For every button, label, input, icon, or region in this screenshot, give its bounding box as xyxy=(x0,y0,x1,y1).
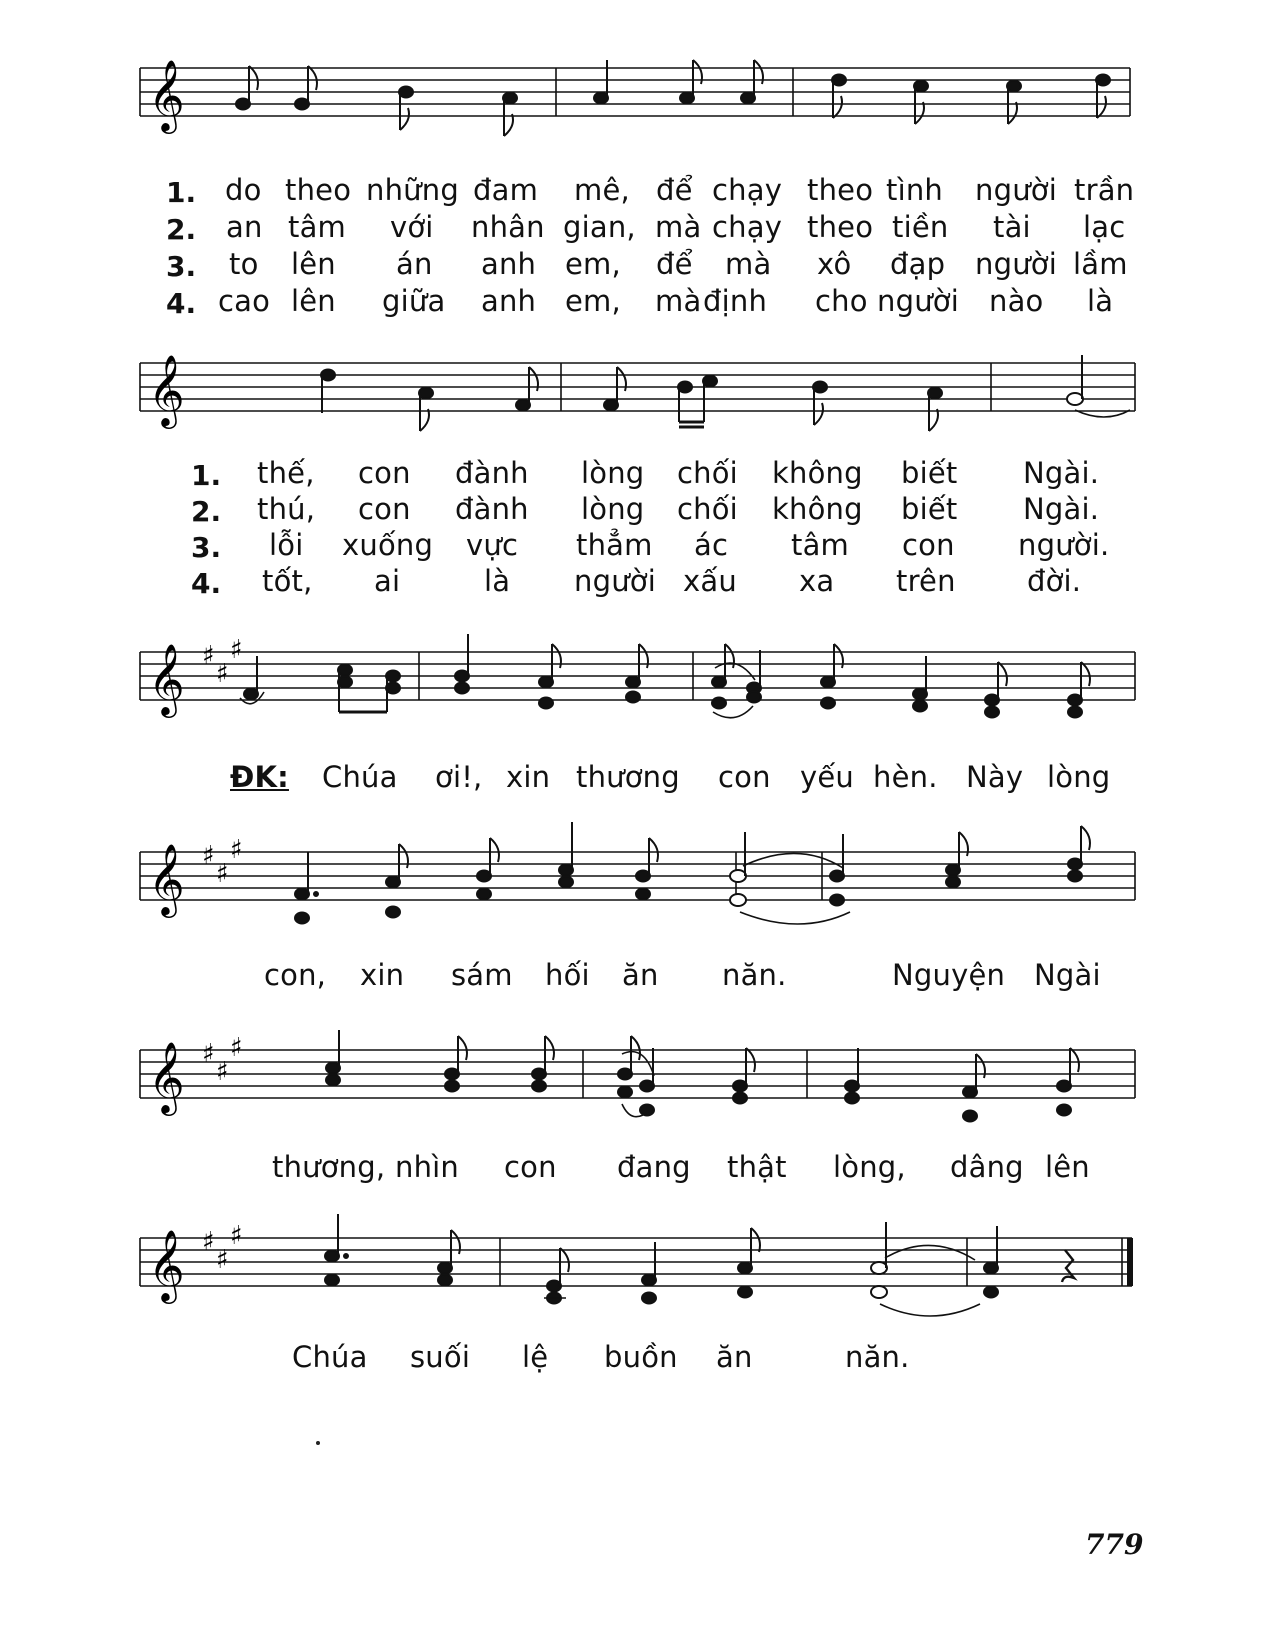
note xyxy=(438,1263,452,1274)
lyric-word: lỗi xyxy=(269,528,304,562)
lyric-word: đời. xyxy=(1027,564,1082,598)
lyric-word: ác xyxy=(694,528,729,562)
note xyxy=(236,99,250,110)
lyric-word: người xyxy=(975,247,1057,281)
note xyxy=(455,671,469,682)
note xyxy=(1068,695,1082,706)
note xyxy=(1096,75,1110,86)
lyric-word: trần xyxy=(1074,173,1135,207)
sharp-icon: ♯ xyxy=(202,1039,215,1069)
note xyxy=(985,695,999,706)
lyric-word: hối xyxy=(545,958,590,992)
lyric-word: lên xyxy=(1045,1150,1090,1184)
note xyxy=(703,376,717,387)
verse-number: 2. xyxy=(166,213,197,246)
note xyxy=(539,677,553,688)
verse-number: 2. xyxy=(191,495,222,528)
lyric-word: Ngài. xyxy=(1023,492,1100,526)
lyric-word: ăn xyxy=(716,1340,753,1374)
lyric-word: thương, xyxy=(272,1150,386,1184)
lyric-word: là xyxy=(484,564,511,598)
treble-clef-icon: 𝄞 xyxy=(148,353,185,426)
lyric-word: theo xyxy=(285,173,352,207)
lyric-word: lạc xyxy=(1083,210,1126,244)
staff-system-4 xyxy=(0,810,1275,940)
lyric-word: lòng xyxy=(1047,760,1111,794)
sharp-icon: ♯ xyxy=(230,835,243,865)
note xyxy=(984,1263,998,1274)
verse-number: 4. xyxy=(191,567,222,600)
lyric-word: để xyxy=(656,173,693,207)
lyric-word: lòng xyxy=(581,492,645,526)
note xyxy=(1007,81,1021,92)
note xyxy=(532,1069,546,1080)
note xyxy=(326,1063,340,1074)
note xyxy=(830,871,844,882)
half-note xyxy=(871,1262,887,1274)
note xyxy=(386,671,400,682)
lyric-word: người xyxy=(574,564,656,598)
note xyxy=(594,93,608,104)
lyric-word: tâm xyxy=(288,210,346,244)
lyric-word: chối xyxy=(677,456,738,490)
note xyxy=(832,75,846,86)
sharp-icon: ♯ xyxy=(216,1057,229,1087)
lyric-word: Chúa xyxy=(322,760,398,794)
lyric-word: theo xyxy=(807,173,874,207)
note xyxy=(559,865,573,876)
sharp-icon: ♯ xyxy=(230,635,243,665)
verse-number: 1. xyxy=(166,176,197,209)
lyric-word: nhìn xyxy=(395,1150,459,1184)
treble-clef-icon: 𝄞 xyxy=(148,642,185,715)
lyric-word: to xyxy=(229,247,259,281)
note xyxy=(712,677,726,688)
lyric-word: sám xyxy=(451,958,513,992)
lyric-word: do xyxy=(225,173,262,207)
lyric-word: chạy xyxy=(712,210,783,244)
lyric-word: mà xyxy=(655,210,702,244)
verse-number: 3. xyxy=(166,250,197,283)
lyric-word: năn. xyxy=(722,958,787,992)
lyric-word: mà xyxy=(655,284,702,318)
note xyxy=(386,877,400,888)
lyric-word: lòng xyxy=(581,456,645,490)
quarter-rest-icon xyxy=(1062,1250,1074,1282)
lyric-word: không xyxy=(772,492,863,526)
lyric-word: hèn. xyxy=(873,760,938,794)
lyric-word: người. xyxy=(1018,528,1110,562)
lyric-word: người xyxy=(877,284,959,318)
lyric-word: tiền xyxy=(892,210,949,244)
lyric-word: đang xyxy=(617,1150,691,1184)
lyric-word: lầm xyxy=(1073,247,1128,281)
lyric-word: đành xyxy=(455,456,529,490)
lyric-word: thật xyxy=(727,1150,787,1184)
lyric-word: Ngài xyxy=(1034,958,1101,992)
sharp-icon: ♯ xyxy=(230,1221,243,1251)
note xyxy=(1068,859,1082,870)
note xyxy=(547,1281,561,1292)
lyric-word: tài xyxy=(993,210,1031,244)
refrain-label: ĐK: xyxy=(230,760,289,794)
lyric-word: năn. xyxy=(845,1340,910,1374)
lyric-word: Ngài. xyxy=(1023,456,1100,490)
note xyxy=(678,382,692,393)
lyric-word: tốt, xyxy=(262,564,313,598)
lyric-word: không xyxy=(772,456,863,490)
lyric-word: anh xyxy=(481,284,537,318)
lyric-word: giữa xyxy=(382,284,446,318)
lyric-word: cao xyxy=(218,284,271,318)
lyric-word: lệ xyxy=(522,1340,549,1374)
lyric-word: để xyxy=(656,247,693,281)
lyric-word: mê, xyxy=(574,173,630,207)
lyric-word: anh xyxy=(481,247,537,281)
lyric-word: chối xyxy=(677,492,738,526)
lyric-word: đành xyxy=(455,492,529,526)
staff-system-2 xyxy=(0,340,1275,460)
lyric-word: buồn xyxy=(604,1340,678,1374)
lyric-word: vực xyxy=(466,528,519,562)
lyric-word: là xyxy=(1087,284,1114,318)
note xyxy=(244,689,258,700)
verse-number: 4. xyxy=(166,287,197,320)
lyric-word: tình xyxy=(886,173,943,207)
lyric-word: trên xyxy=(896,564,956,598)
sharp-icon: ♯ xyxy=(202,641,215,671)
final-barline xyxy=(1127,1238,1133,1286)
lyric-word: định xyxy=(703,284,768,318)
note xyxy=(741,93,755,104)
note xyxy=(503,93,517,104)
note xyxy=(680,93,694,104)
lyric-word: người xyxy=(975,173,1057,207)
lyric-word: xuống xyxy=(342,528,434,562)
lyric-word: ai xyxy=(374,564,401,598)
note xyxy=(321,370,335,381)
note xyxy=(338,665,352,676)
lyric-word: thế, xyxy=(257,456,315,490)
treble-clef-icon: 𝄞 xyxy=(148,58,185,131)
lyric-word: theo xyxy=(807,210,874,244)
lyric-word: xin xyxy=(506,760,551,794)
staff-system-3 xyxy=(0,620,1275,740)
lyric-word: Nguyện xyxy=(892,958,1006,992)
note xyxy=(477,871,491,882)
note xyxy=(626,677,640,688)
lyric-word: con xyxy=(902,528,955,562)
lyric-word: em, xyxy=(565,284,621,318)
staff-system-5 xyxy=(0,1010,1275,1150)
note xyxy=(399,87,413,98)
lyric-word: mà xyxy=(725,247,772,281)
note xyxy=(914,81,928,92)
note xyxy=(738,1263,752,1274)
lyric-word: con, xyxy=(264,958,327,992)
note xyxy=(928,388,942,399)
lyric-word: lên xyxy=(291,247,336,281)
lyric-word: gian, xyxy=(563,210,636,244)
page-number: 779 xyxy=(1085,1528,1144,1561)
note xyxy=(640,1081,654,1092)
lyric-word: suối xyxy=(410,1340,471,1374)
stray-dot xyxy=(316,1441,320,1445)
note xyxy=(419,388,433,399)
lyric-word: lòng, xyxy=(833,1150,906,1184)
lyric-word: đam xyxy=(473,173,539,207)
sharp-icon: ♯ xyxy=(202,1227,215,1257)
sharp-icon: ♯ xyxy=(216,859,229,889)
lyric-word: thẳm xyxy=(576,528,653,562)
sharp-icon: ♯ xyxy=(202,841,215,871)
note xyxy=(733,1081,747,1092)
lyric-word: ơi!, xyxy=(435,760,483,794)
sharp-icon: ♯ xyxy=(216,1245,229,1275)
lyric-word: tâm xyxy=(791,528,849,562)
lyric-word: con xyxy=(358,492,411,526)
lyric-word: ăn xyxy=(622,958,659,992)
note xyxy=(604,400,618,411)
lyric-word: dâng xyxy=(950,1150,1024,1184)
note xyxy=(445,1069,459,1080)
staff-system-6 xyxy=(0,1200,1275,1340)
lyric-word: chạy xyxy=(712,173,783,207)
note xyxy=(636,871,650,882)
note xyxy=(618,1069,632,1080)
lyric-word: thương xyxy=(576,760,680,794)
lyric-word: con xyxy=(358,456,411,490)
half-note xyxy=(730,870,746,882)
lyric-word: cho xyxy=(815,284,868,318)
lyric-word: Chúa xyxy=(292,1340,368,1374)
note xyxy=(821,677,835,688)
note xyxy=(1057,1081,1071,1092)
lyric-word: con xyxy=(718,760,771,794)
treble-clef-icon: 𝄞 xyxy=(148,1228,185,1301)
lyric-word: Này xyxy=(966,760,1024,794)
treble-clef-icon: 𝄞 xyxy=(148,842,185,915)
lyric-word: đạp xyxy=(890,247,946,281)
note xyxy=(845,1081,859,1092)
lyric-word: con xyxy=(504,1150,557,1184)
note xyxy=(963,1087,977,1098)
verse-number: 1. xyxy=(191,459,222,492)
lyric-word: thú, xyxy=(257,492,316,526)
note xyxy=(642,1275,656,1286)
note xyxy=(295,889,309,900)
lyric-word: biết xyxy=(901,456,958,490)
note xyxy=(813,382,827,393)
lyric-word: những xyxy=(366,173,459,207)
lyric-word: an xyxy=(226,210,263,244)
lyric-word: nhân xyxy=(471,210,545,244)
note xyxy=(946,865,960,876)
half-note xyxy=(1067,393,1083,405)
lyric-word: nào xyxy=(989,284,1044,318)
note xyxy=(295,99,309,110)
lyric-word: em, xyxy=(565,247,621,281)
note xyxy=(516,400,530,411)
lyric-word: xấu xyxy=(683,564,737,598)
lyric-word: xa xyxy=(799,564,835,598)
verse-number: 3. xyxy=(191,531,222,564)
lyric-word: biết xyxy=(901,492,958,526)
lyric-word: xô xyxy=(817,247,852,281)
lyric-word: xin xyxy=(360,958,405,992)
note xyxy=(913,689,927,700)
lyric-word: án xyxy=(396,247,433,281)
lyric-word: lên xyxy=(291,284,336,318)
lyric-word: với xyxy=(390,210,434,244)
note xyxy=(325,1251,339,1262)
lyric-word: yếu xyxy=(800,760,854,794)
sharp-icon: ♯ xyxy=(216,659,229,689)
treble-clef-icon: 𝄞 xyxy=(148,1040,185,1113)
sharp-icon: ♯ xyxy=(230,1033,243,1063)
